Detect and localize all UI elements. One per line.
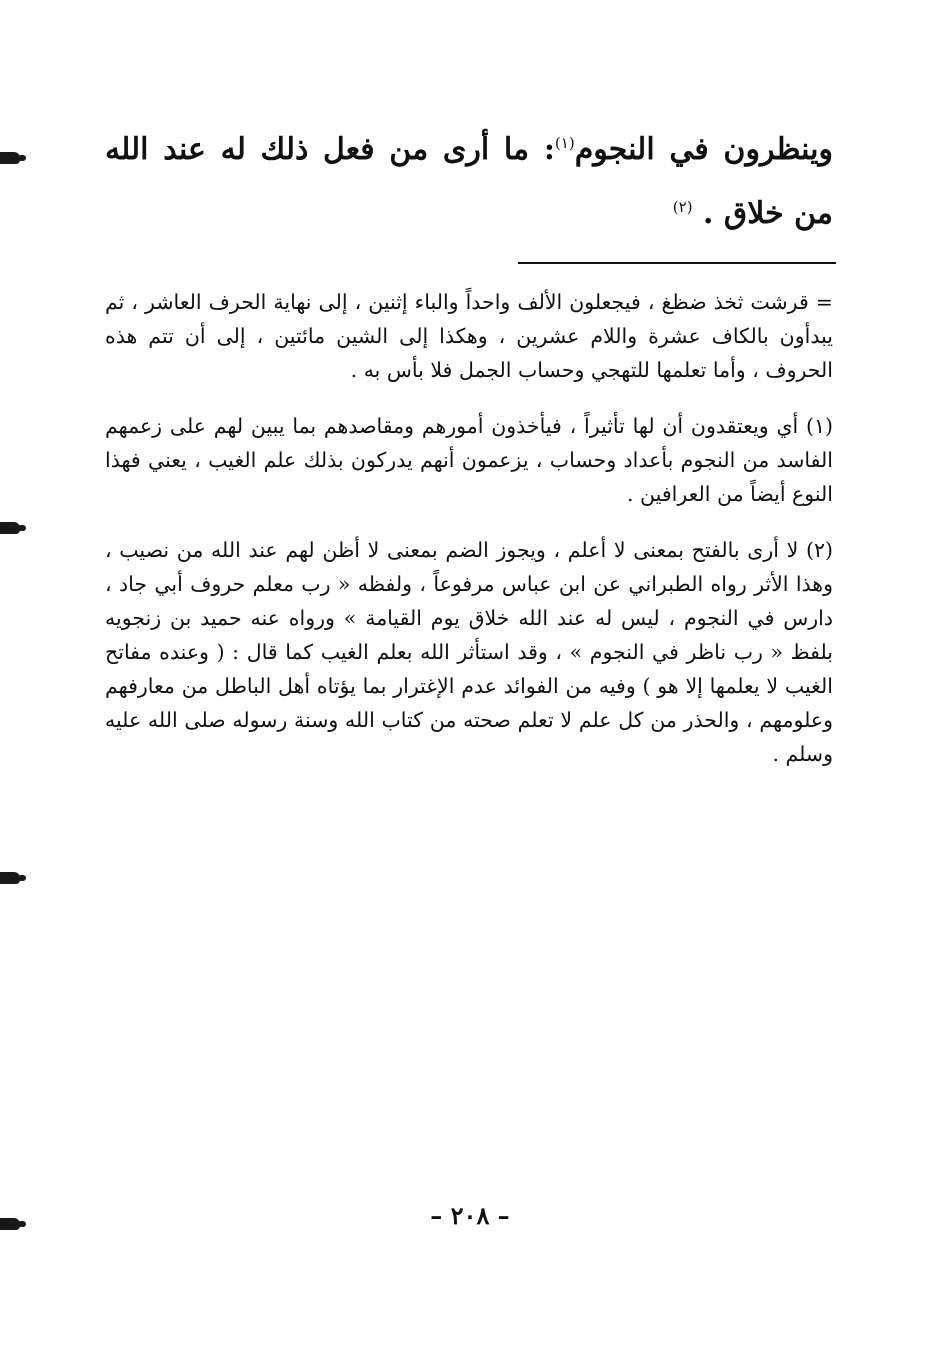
footnote-1: (١) أي ويعتقدون أن لها تأثيراً ، فيأخذون أمورهم ومقاصدهم بما يبين لهم على زعمهم الفاسد من النجوم بأعداد وحساب ، يزعمون أنهم يدركون بذلك علم الغيب ، يعني فهذا النوع أيضاً من العرافين . (105, 414, 833, 506)
footnote-ref-2: (٢) (672, 198, 693, 216)
footnote-separator (518, 262, 836, 264)
footnotes (105, 285, 833, 771)
footnote-ref-1: (١) (554, 134, 575, 152)
main-text-part-1: وينظرون في النجوم (574, 132, 833, 167)
main-text-part-2: : ما أرى من فعل ذلك له عند الله من خلاق . (105, 132, 833, 231)
scan-edge-mark (0, 1218, 20, 1230)
scan-edge-mark (0, 522, 20, 534)
scan-edge-mark (0, 872, 20, 884)
footnote-continuation: = قرشت ثخذ ضظغ ، فيجعلون الألف واحداً والباء إثنين ، إلى نهاية الحرف العاشر ، ثم يبدأون بالكاف عشرة واللام عشرين ، وهكذا إلى الشين مائتين ، إلى أن تتم هذه الحروف ، وأما تعلمها للتهجي وحساب الجمل فلا بأس به . (105, 290, 833, 382)
footnote-2: (٢) لا أرى بالفتح بمعنى لا أعلم ، ويجوز الضم بمعنى لا أظن لهم عند الله من نصيب ، وهذا الأثر رواه الطبراني عن ابن عباس مرفوعاً ، ولفظه « رب معلم حروف أبي جاد ، دارس في النجوم ، ليس له عند الله خلاق يوم القيامة » ورواه عنه حميد بن زنجويه بلفظ « رب ناظر في النجوم » ، وقد استأثر الله بعلم الغيب كما قال : ( وعنده مفاتح الغيب لا يعلمها إلا هو ) وفيه من الفوائد عدم الإغترار بما يؤتاه أهل الباطل من معارفهم وعلومهم ، والحذر من كل علم لا تعلم صحته من كتاب الله وسنة رسوله صلى الله عليه وسلم . (105, 538, 833, 766)
main-text (105, 118, 833, 246)
scan-edge-mark (0, 152, 20, 164)
page-number: – ٢٠٨ – (430, 1201, 510, 1230)
